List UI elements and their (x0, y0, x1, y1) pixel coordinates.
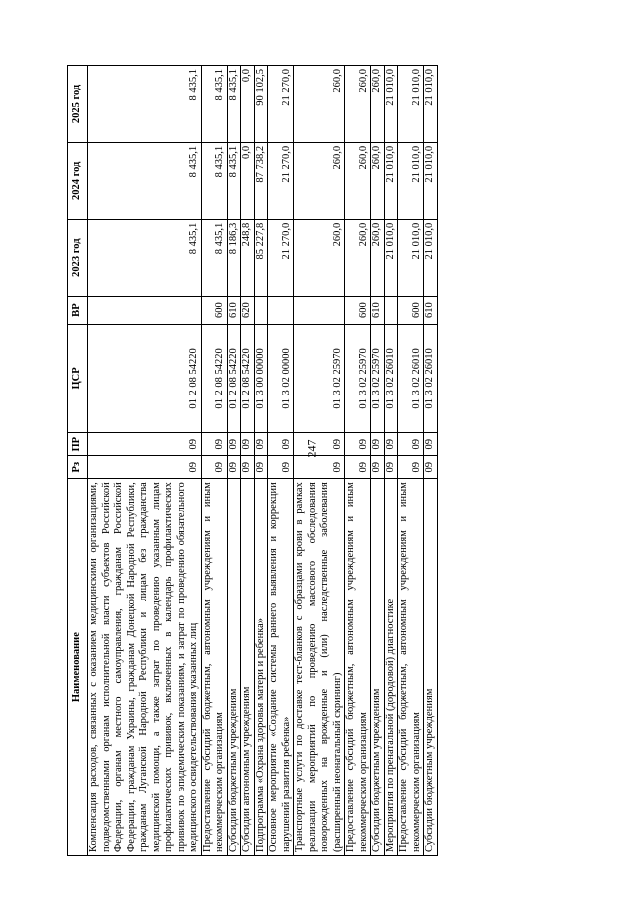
table-header-row (68, 66, 88, 856)
row-rz: 09 (345, 456, 371, 479)
header-2024: 2024 год (68, 142, 88, 219)
row-name: Предоставление субсидий бюджетным, автономным учреждениям и иным некоммерческим организациям (201, 479, 227, 856)
row-vr (88, 296, 202, 324)
table-row (424, 66, 438, 856)
row-csr: 01 2 08 54220 (201, 324, 227, 433)
row-2023: 8 435,1 (88, 219, 202, 296)
row-csr: 01 3 00 00000 (254, 324, 268, 433)
table-row (384, 66, 398, 856)
row-rz: 09 (88, 456, 202, 479)
row-csr: 01 3 02 25970 (294, 324, 345, 433)
row-2024: 260,0 (294, 142, 345, 219)
row-2023: 248,8 (241, 219, 255, 296)
row-vr: 610 (371, 296, 385, 324)
row-vr: 600 (345, 296, 371, 324)
header-2023: 2023 год (68, 219, 88, 296)
row-2023: 21 270,0 (268, 219, 294, 296)
row-pr: 09 (294, 433, 345, 456)
row-rz: 09 (424, 456, 438, 479)
row-pr: 09 (254, 433, 268, 456)
row-pr: 09 (268, 433, 294, 456)
row-2024: 8 435,1 (201, 142, 227, 219)
row-rz: 09 (384, 456, 398, 479)
row-rz: 09 (398, 456, 424, 479)
row-pr: 09 (345, 433, 371, 456)
row-rz: 09 (241, 456, 255, 479)
row-rz: 09 (294, 456, 345, 479)
row-2025: 21 010,0 (424, 66, 438, 143)
table-row (254, 66, 268, 856)
row-2023: 21 010,0 (384, 219, 398, 296)
row-name: Субсидии бюджетным учреждениям (424, 479, 438, 856)
row-pr: 09 (88, 433, 202, 456)
row-pr: 09 (227, 433, 241, 456)
row-2025: 8 435,1 (227, 66, 241, 143)
row-2025: 21 010,0 (384, 66, 398, 143)
row-rz: 09 (371, 456, 385, 479)
row-2025: 260,0 (345, 66, 371, 143)
row-vr: 600 (398, 296, 424, 324)
row-rz: 09 (227, 456, 241, 479)
row-2024: 87 738,2 (254, 142, 268, 219)
table-row (294, 66, 345, 856)
row-2025: 0,0 (241, 66, 255, 143)
row-2024: 21 270,0 (268, 142, 294, 219)
row-vr: 610 (227, 296, 241, 324)
row-pr: 09 (371, 433, 385, 456)
row-2024: 8 435,1 (88, 142, 202, 219)
row-csr: 01 2 08 54220 (88, 324, 202, 433)
row-name: Предоставление субсидий бюджетным, автономным учреждениям и иным некоммерческим организациям (345, 479, 371, 856)
header-csr: ЦСР (68, 324, 88, 433)
row-name: Компенсация расходов, связанных с оказанием медицинскими организациями, подведомственными органам исполнительной власти субъектов Российской Федерации, органам местного самоуправления, гражданам Российской Федерации, гражданам Украины, гражданам Донецкой Народной Республики, гражданам Луганской Народной Республики и лицам без гражданства медицинской помощи, а также затрат по проведению указанным лицам профилактических прививок, включенных в календарь профилактических прививок по эпидемическим показаниям, и затрат по проведению обязательного медицинского освидетельствования указанных лиц (88, 479, 202, 856)
row-2024: 260,0 (371, 142, 385, 219)
header-rz: Рз (68, 456, 88, 479)
row-2025: 260,0 (371, 66, 385, 143)
row-rz: 09 (254, 456, 268, 479)
row-vr (268, 296, 294, 324)
table-row (227, 66, 241, 856)
row-csr: 01 3 02 26010 (398, 324, 424, 433)
table-row (371, 66, 385, 856)
row-name: Транспортные услуги по доставке тест-бланков с образцами крови в рамках реализации мероприятий по проведению массового обследования новорожденных на врожденные и (или) наследственные заболевания (расширенный неонатальный скрининг) (294, 479, 345, 856)
table-row (398, 66, 424, 856)
row-csr: 01 3 02 26010 (424, 324, 438, 433)
row-2025: 21 270,0 (268, 66, 294, 143)
header-2025: 2025 год (68, 66, 88, 143)
row-2023: 85 227,8 (254, 219, 268, 296)
row-2024: 8 435,1 (227, 142, 241, 219)
row-2023: 260,0 (371, 219, 385, 296)
row-2024: 21 010,0 (384, 142, 398, 219)
row-csr: 01 3 02 25970 (371, 324, 385, 433)
header-vr: ВР (68, 296, 88, 324)
table-row (268, 66, 294, 856)
row-vr: 620 (241, 296, 255, 324)
row-rz: 09 (268, 456, 294, 479)
row-name: Основное мероприятие «Создание системы раннего выявления и коррекции нарушений развития ребенка» (268, 479, 294, 856)
budget-table (67, 65, 438, 856)
row-name: Субсидии бюджетным учреждениям (371, 479, 385, 856)
row-2023: 8 435,1 (201, 219, 227, 296)
row-2023: 260,0 (345, 219, 371, 296)
row-pr: 09 (241, 433, 255, 456)
header-name: Наименование (68, 479, 88, 856)
page-number: 247 (304, 439, 319, 458)
table-row (201, 66, 227, 856)
row-vr: 610 (424, 296, 438, 324)
row-2024: 0,0 (241, 142, 255, 219)
row-2023: 260,0 (294, 219, 345, 296)
row-2025: 8 435,1 (88, 66, 202, 143)
table-row (345, 66, 371, 856)
row-2023: 8 186,3 (227, 219, 241, 296)
row-csr: 01 3 02 00000 (268, 324, 294, 433)
row-2025: 260,0 (294, 66, 345, 143)
budget-table-container (67, 65, 575, 856)
row-name: Подпрограмма «Охрана здоровья матери и ребенка» (254, 479, 268, 856)
row-name: Субсидии бюджетным учреждениям (227, 479, 241, 856)
row-2025: 90 102,5 (254, 66, 268, 143)
table-row (88, 66, 202, 856)
table-row (241, 66, 255, 856)
row-csr: 01 3 02 26010 (384, 324, 398, 433)
row-2025: 21 010,0 (398, 66, 424, 143)
row-2023: 21 010,0 (424, 219, 438, 296)
row-pr: 09 (424, 433, 438, 456)
row-name: Субсидии автономным учреждениям (241, 479, 255, 856)
row-2023: 21 010,0 (398, 219, 424, 296)
row-csr: 01 2 08 54220 (227, 324, 241, 433)
row-pr: 09 (398, 433, 424, 456)
row-2024: 21 010,0 (398, 142, 424, 219)
table-body (88, 66, 438, 856)
row-2024: 21 010,0 (424, 142, 438, 219)
row-csr: 01 2 08 54220 (241, 324, 255, 433)
row-vr: 600 (201, 296, 227, 324)
row-vr (294, 296, 345, 324)
row-csr: 01 3 02 25970 (345, 324, 371, 433)
header-pr: ПР (68, 433, 88, 456)
row-name: Мероприятия по пренатальной (дородовой) диагностике (384, 479, 398, 856)
row-pr: 09 (384, 433, 398, 456)
row-rz: 09 (201, 456, 227, 479)
row-pr: 09 (201, 433, 227, 456)
row-vr (254, 296, 268, 324)
row-vr (384, 296, 398, 324)
row-2024: 260,0 (345, 142, 371, 219)
row-name: Предоставление субсидий бюджетным, автономным учреждениям и иным некоммерческим организациям (398, 479, 424, 856)
row-2025: 8 435,1 (201, 66, 227, 143)
